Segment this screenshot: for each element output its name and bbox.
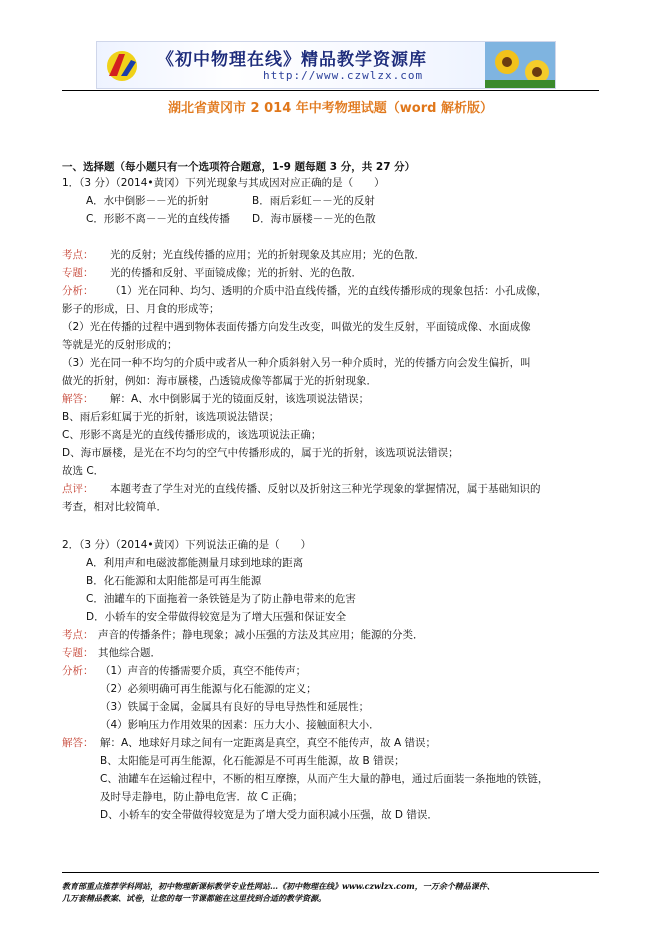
q2-zhuanti: 其他综合题． bbox=[98, 647, 161, 659]
q2-jieda-line: B、太阳能是可再生能源，化石能源是不可再生能源，故 B 错误； bbox=[100, 755, 405, 767]
footer-rule bbox=[62, 872, 599, 873]
q1-zhuanti: 光的传播和反射、平面镜成像；光的折射、光的色散． bbox=[110, 267, 362, 279]
site-logo-icon bbox=[103, 46, 141, 84]
q1-jieda-line: C、形影不离是光的直线传播形成的，该选项说法正确； bbox=[62, 429, 322, 441]
q2-option-b: B．化石能源和太阳能都是可再生能源 bbox=[86, 575, 262, 587]
header-rule bbox=[62, 90, 599, 91]
q2-zhuanti-label: 专题： bbox=[62, 647, 94, 659]
q1-kaodian: 光的反射；光直线传播的应用；光的折射现象及其应用；光的色散． bbox=[110, 249, 425, 261]
q2-fenxi-label: 分析： bbox=[62, 665, 94, 677]
q1-option-a: A．水中倒影－－光的折射 bbox=[86, 195, 209, 207]
page-footer bbox=[62, 880, 602, 904]
question-2-stem: 2．（3 分）（2014•黄冈）下列说法正确的是（ ） bbox=[62, 539, 312, 551]
q2-fenxi-line: （2）必须明确可再生能源与化石能源的定义； bbox=[100, 683, 317, 695]
section-heading: 一、选择题（每小题只有一个选项符合题意，1-9 题每题 3 分，共 27 分） bbox=[62, 161, 416, 173]
q1-dianping-label: 点评： bbox=[62, 483, 94, 495]
q1-dianping-line: 考查，相对比较简单． bbox=[62, 501, 167, 513]
sunflower-icon bbox=[485, 42, 555, 88]
banner-title: 《初中物理在线》精品教学资源库 bbox=[157, 50, 427, 70]
q1-jieda-line: D、海市蜃楼，是光在不均匀的空气中传播形成的，属于光的折射，该选项说法错误； bbox=[62, 447, 459, 459]
q2-fenxi-line: （4）影响压力作用效果的因素：压力大小、接触面积大小． bbox=[100, 719, 380, 731]
site-banner bbox=[96, 41, 556, 89]
footer-line-1: 教育部重点推荐学科网站，初中物理新课标教学专业性网站…《初中物理在线》www.czwlzx.com，一万余个精品课件、 bbox=[62, 881, 495, 891]
q1-jieda-line: 故选 C． bbox=[62, 465, 105, 477]
q1-fenxi-line: （2）光在传播的过程中遇到物体表面传播方向发生改变，叫做光的发生反射，平面镜成像、水面成像 bbox=[62, 321, 531, 333]
q1-option-c: C．形影不离－－光的直线传播 bbox=[86, 213, 230, 225]
q2-option-c: C．油罐车的下面拖着一条铁链是为了防止静电带来的危害 bbox=[86, 593, 356, 605]
question-1-stem: 1．（3 分）（2014•黄冈）下列光现象与其成因对应正确的是（ ） bbox=[62, 177, 385, 189]
q2-jieda-line: D、小轿车的安全带做得较宽是为了增大受力面积减小压强，故 D 错误． bbox=[100, 809, 438, 821]
banner-url: http://www.czwlzx.com bbox=[263, 69, 424, 82]
q2-jieda-label: 解答： bbox=[62, 737, 94, 749]
q1-fenxi-line: （1）光在同种、均匀、透明的介质中沿直线传播，光的直线传播形成的现象包括：小孔成像， bbox=[110, 285, 548, 297]
q1-jieda-label: 解答： bbox=[62, 393, 94, 405]
document-title: 湖北省黄冈市 2 014 年中考物理试题（word 解析版） bbox=[168, 101, 493, 116]
q1-jieda-line: B、雨后彩虹属于光的折射，该选项说法错误； bbox=[62, 411, 280, 423]
q2-option-a: A．利用声和电磁波都能测量月球到地球的距离 bbox=[86, 557, 304, 569]
q2-jieda-line: 解：A、地球好月球之间有一定距离是真空，真空不能传声，故 A 错误； bbox=[100, 737, 437, 749]
q1-fenxi-label: 分析： bbox=[62, 285, 94, 297]
q2-kaodian: 声音的传播条件；静电现象；减小压强的方法及其应用；能源的分类． bbox=[98, 629, 424, 641]
q1-option-d: D．海市蜃楼－－光的色散 bbox=[252, 213, 376, 225]
q1-fenxi-line: 影子的形成，日、月食的形成等； bbox=[62, 303, 220, 315]
q1-option-b: B．雨后彩虹－－光的反射 bbox=[252, 195, 375, 207]
q2-kaodian-label: 考点： bbox=[62, 629, 94, 641]
q2-fenxi-line: （1）声音的传播需要介质，真空不能传声； bbox=[100, 665, 307, 677]
q1-zhuanti-label: 专题： bbox=[62, 267, 94, 279]
q1-kaodian-label: 考点： bbox=[62, 249, 94, 261]
q1-jieda-line: 解：A、水中倒影属于光的镜面反射，该选项说法错误； bbox=[110, 393, 370, 405]
footer-line-2: 几万套精品教案、试卷，让您的每一节课都能在这里找到合适的教学资源。 bbox=[62, 893, 326, 903]
q1-fenxi-line: 等就是光的反射形成的； bbox=[62, 339, 178, 351]
q1-fenxi-line: （3）光在同一种不均匀的介质中或者从一种介质斜射入另一种介质时，光的传播方向会发生偏折，叫 bbox=[62, 357, 531, 369]
q2-jieda-line: 及时导走静电，防止静电危害．故 C 正确； bbox=[100, 791, 304, 803]
q2-fenxi-line: （3）铁属于金属，金属具有良好的导电导热性和延展性； bbox=[100, 701, 370, 713]
q2-option-d: D．小轿车的安全带做得较宽是为了增大压强和保证安全 bbox=[86, 611, 347, 623]
q1-dianping-line: 本题考查了学生对光的直线传播、反射以及折射这三种光学现象的掌握情况，属于基础知识的 bbox=[110, 483, 541, 495]
q2-jieda-line: C、油罐车在运输过程中，不断的相互摩擦，从而产生大量的静电，通过后面装一条拖地的铁链， bbox=[100, 773, 549, 785]
q1-fenxi-line: 做光的折射，例如：海市蜃楼，凸透镜成像等都属于光的折射现象． bbox=[62, 375, 377, 387]
